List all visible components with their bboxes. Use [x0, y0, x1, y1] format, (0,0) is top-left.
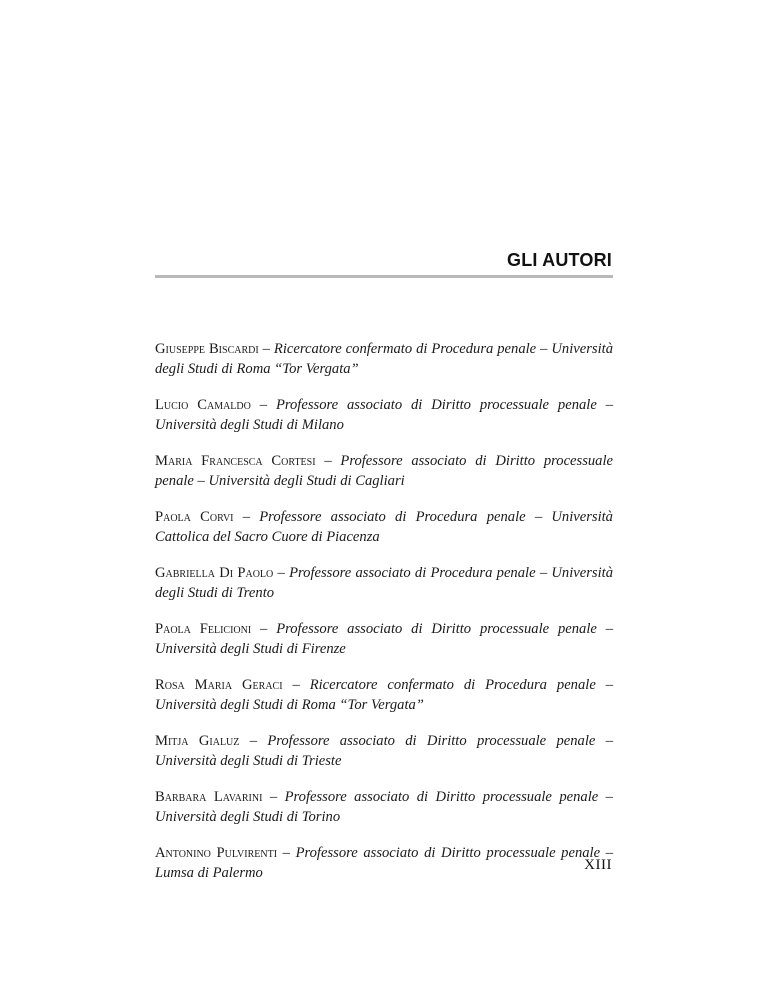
author-separator: – [233, 509, 260, 525]
author-name: Barbara Lavarini [155, 789, 263, 805]
author-role: Ricercatore confermato di Procedura penale – Università degli Studi di Roma “Tor Vergata” [155, 677, 614, 713]
author-role: Professore associato di Diritto processuale penale – Università degli Studi di Torino [155, 789, 613, 825]
author-role: Professore associato di Diritto processuale penale – Università degli Studi di Milano [155, 397, 613, 433]
author-role: Professore associato di Diritto processuale penale – Lumsa di Palermo [155, 845, 613, 881]
author-name: Gabriella Di Paolo [155, 565, 274, 581]
author-role: Professore associato di Procedura penale – Università Cattolica del Sacro Cuore di Piacenza [155, 509, 613, 545]
author-entry [155, 675, 613, 715]
author-separator: – [282, 677, 310, 693]
author-separator: – [262, 789, 285, 805]
author-name: Mitja Gialuz [155, 733, 240, 749]
author-name: Rosa Maria Geraci [155, 677, 283, 693]
author-separator: – [273, 565, 290, 581]
author-name: Paola Corvi [155, 509, 234, 525]
author-name: Antonino Pulvirenti [155, 845, 278, 861]
author-separator: – [315, 453, 341, 469]
author-entry [155, 451, 613, 491]
author-separator: – [239, 733, 268, 749]
author-role: Professore associato di Procedura penale – Università degli Studi di Trento [155, 565, 613, 601]
author-entry [155, 507, 613, 547]
author-role: Professore associato di Diritto processuale penale – Università degli Studi di Trieste [155, 733, 613, 769]
author-role: Ricercatore confermato di Procedura penale – Università degli Studi di Roma “Tor Vergata” [155, 341, 613, 377]
title-rule [155, 275, 613, 278]
author-separator: – [250, 397, 276, 413]
author-name: Giuseppe Biscardi [155, 341, 259, 357]
author-role: Professore associato di Diritto processuale penale – Università degli Studi di Firenze [155, 621, 614, 657]
author-entry [155, 339, 613, 379]
author-separator: – [277, 845, 296, 861]
author-role: Professore associato di Diritto processuale penale – Università degli Studi di Cagliari [155, 453, 614, 489]
section-title: GLI AUTORI [507, 250, 612, 270]
author-separator: – [258, 341, 274, 357]
author-entry [155, 731, 613, 771]
author-entry [155, 843, 613, 883]
author-name: Maria Francesca Cortesi [155, 453, 316, 469]
author-entry [155, 619, 613, 659]
author-separator: – [251, 621, 277, 637]
author-name: Lucio Camaldo [155, 397, 251, 413]
author-entry [155, 787, 613, 827]
author-entry [155, 563, 613, 603]
page-number: XIII [584, 857, 612, 873]
author-list [155, 339, 613, 899]
author-name: Paola Felicioni [155, 621, 252, 637]
author-entry [155, 395, 613, 435]
